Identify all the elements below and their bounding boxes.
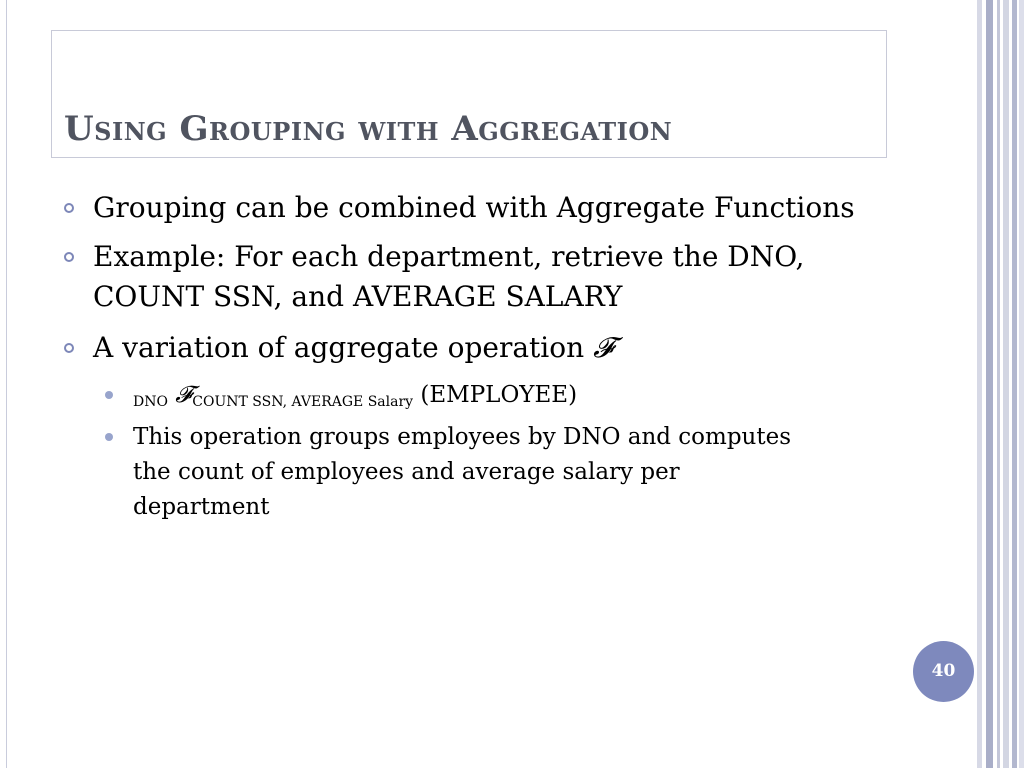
page-number-badge: 40 xyxy=(913,641,974,702)
bullet-ring-icon xyxy=(64,252,74,262)
decor-bar xyxy=(1019,0,1024,768)
sub-bullet-dot-icon xyxy=(105,391,113,399)
slide-left-edge xyxy=(6,0,7,768)
sub-bullet-line: This operation groups employees by DNO and computes xyxy=(133,424,792,450)
bullet-item-line: COUNT SSN, and AVERAGE SALARY xyxy=(93,280,623,313)
bullet-item-line: Example: For each department, retrieve the DNO, xyxy=(93,240,805,273)
aggregate-function-symbol: 𝓕 xyxy=(593,331,614,364)
bullet-item: Grouping can be combined with Aggregate Functions xyxy=(93,191,855,224)
bullet-item xyxy=(93,328,614,368)
function-list: COUNT SSN, AVERAGE Salary xyxy=(192,394,414,410)
bullet-ring-icon xyxy=(64,343,74,353)
grouping-attribute: DNO xyxy=(133,394,168,410)
decor-bar xyxy=(977,0,982,768)
decor-bar xyxy=(997,0,1000,768)
bullet-text: A variation of aggregate operation xyxy=(93,331,585,364)
decor-bar xyxy=(986,0,993,768)
sub-bullet-line: the count of employees and average salary per xyxy=(133,459,680,485)
slide-title: Using Grouping with Aggregation xyxy=(64,109,673,149)
decor-bar xyxy=(1012,0,1017,768)
sub-bullet-expression xyxy=(133,378,577,420)
sub-bullet-dot-icon xyxy=(105,433,113,441)
title-frame xyxy=(51,30,887,158)
bullet-ring-icon xyxy=(64,203,74,213)
aggregate-function-symbol: 𝓕 xyxy=(175,382,193,408)
sub-bullet-line: department xyxy=(133,494,270,520)
decor-bar xyxy=(1003,0,1009,768)
relation-name: (EMPLOYEE) xyxy=(420,382,578,408)
